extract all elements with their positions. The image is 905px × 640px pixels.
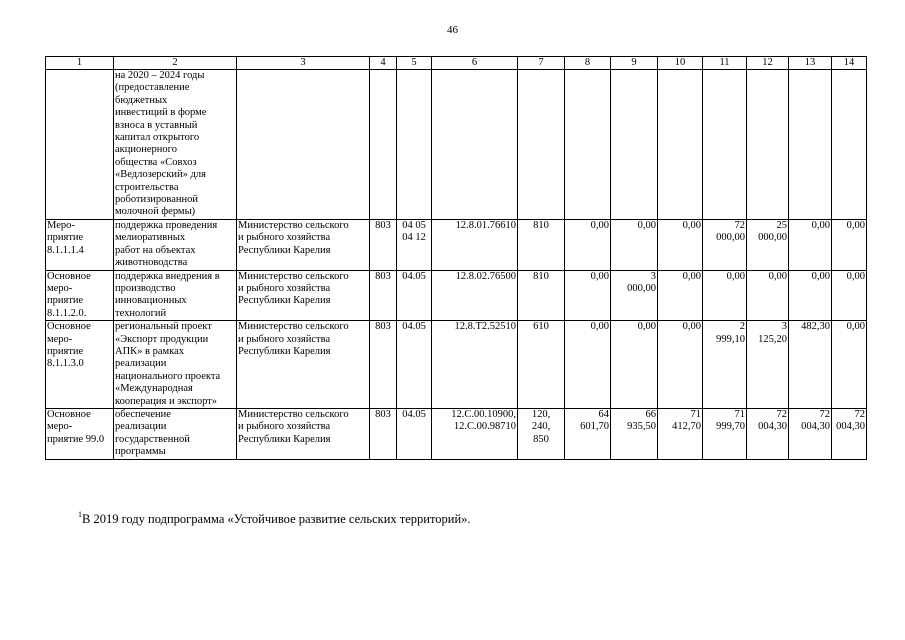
table-row (46, 270, 867, 321)
table-cell: 04.05 (402, 270, 426, 282)
table-cell: 64 601,70 (580, 408, 609, 433)
table-cell: Основное меро- приятие 8.1.1.2.0. (47, 270, 91, 319)
table-cell: 04.05 (402, 321, 426, 333)
table-cell: Основное меро- приятие 8.1.1.3.0 (47, 321, 91, 370)
table-cell: 0,00 (590, 219, 609, 231)
page-number: 46 (447, 24, 458, 36)
table-cell: 0,00 (637, 321, 656, 333)
header-cell: 11 (703, 57, 747, 70)
table-cell: 72 004,30 (758, 408, 787, 433)
footnote (78, 512, 471, 527)
table-cell: 0,00 (590, 321, 609, 333)
table-row (46, 70, 867, 220)
table-cell: 0,00 (846, 219, 865, 231)
header-cell: 7 (518, 57, 565, 70)
table-cell: Министерство сельского и рыбного хозяйства Республики Карелия (238, 219, 349, 256)
table-cell: Министерство сельского и рыбного хозяйства Республики Карелия (238, 408, 349, 445)
table-cell: 71 999,70 (716, 408, 745, 433)
table-cell: 25 000,00 (758, 219, 787, 244)
header-row (46, 57, 867, 70)
table-cell: обеспечение реализации государственной программы (115, 408, 190, 458)
footnote-mark: 1 (78, 510, 82, 519)
table-cell: 72 004,30 (801, 408, 830, 433)
footnote-text: В 2019 году подпрограмма «Устойчивое развитие сельских территорий». (82, 512, 471, 526)
table-cell: 12.8.Т2.52510 (454, 321, 516, 333)
header-cell: 3 (237, 57, 370, 70)
header-cell: 8 (565, 57, 611, 70)
table-cell: 0,00 (846, 321, 865, 333)
table-cell: на 2020 – 2024 годы (предоставление бюджетных инвестиций в форме взноса в уставный капитал открытого акционерного общества «Совхоз «Ведлозерский» для строительства роботизированной молочной фермы) (115, 70, 207, 218)
table-cell: 66 935,50 (627, 408, 656, 433)
table-cell: 482,30 (801, 321, 830, 333)
table-cell: 803 (375, 219, 391, 231)
table-cell: 12.8.02.76500 (455, 270, 516, 282)
table-cell: 2 999,10 (716, 321, 745, 345)
table-cell: 04.05 (402, 408, 426, 420)
header-cell: 12 (747, 57, 789, 70)
table-cell: 0,00 (682, 270, 701, 282)
header-cell: 5 (397, 57, 432, 70)
table-cell: 72 000,00 (716, 219, 745, 244)
table-row (46, 408, 867, 459)
header-cell: 1 (46, 57, 114, 70)
table-row (46, 219, 867, 270)
table-cell: 803 (375, 270, 391, 282)
table-cell: 0,00 (637, 219, 656, 231)
budget-table (45, 56, 867, 460)
table-cell: 0,00 (811, 219, 830, 231)
table-cell: Основное меро- приятие 99.0 (47, 408, 105, 445)
header-cell: 4 (370, 57, 397, 70)
table-cell: поддержка внедрения в производство инновационных технологий (115, 270, 220, 319)
table-cell: Меро- приятие 8.1.1.1.4 (47, 219, 84, 256)
table-cell: 04 05 04 12 (402, 219, 426, 244)
header-cell: 14 (832, 57, 867, 70)
table-cell: 0,00 (726, 270, 745, 282)
table-cell: поддержка проведения мелиоративных работ на объектах животноводства (115, 219, 218, 269)
header-cell: 10 (658, 57, 703, 70)
table-cell: 0,00 (846, 270, 865, 282)
table-cell: 12.8.01.76610 (455, 219, 516, 231)
table-cell: 3 000,00 (627, 270, 656, 294)
table-cell: 803 (375, 408, 391, 420)
table-cell: 0,00 (768, 270, 787, 282)
table-cell: региональный проект «Экспорт продукции АПК» в рамках реализации национального проекта «Международная кооперация и экспорт» (115, 321, 221, 407)
table-cell: 0,00 (590, 270, 609, 282)
table-cell: 803 (375, 321, 391, 333)
table-cell: 71 412,70 (672, 408, 701, 433)
table-cell: 0,00 (682, 219, 701, 231)
table-cell: 610 (533, 321, 549, 333)
table-cell: 810 (533, 219, 549, 231)
table-cell: 72 004,30 (836, 408, 865, 433)
header-cell: 9 (611, 57, 658, 70)
table-cell: 810 (533, 270, 549, 282)
table-cell: 12.С.00.10900, 12.С.00.98710 (451, 408, 516, 433)
table-cell: Министерство сельского и рыбного хозяйства Республики Карелия (238, 321, 349, 357)
header-cell: 6 (432, 57, 518, 70)
table-row (46, 321, 867, 409)
header-cell: 13 (789, 57, 832, 70)
table-cell: 120, 240, 850 (531, 408, 551, 445)
table-cell: Министерство сельского и рыбного хозяйства Республики Карелия (238, 270, 349, 307)
header-cell: 2 (114, 57, 237, 70)
table-cell: 0,00 (811, 270, 830, 282)
table-cell: 3 125,20 (758, 321, 787, 345)
table-cell: 0,00 (682, 321, 701, 333)
